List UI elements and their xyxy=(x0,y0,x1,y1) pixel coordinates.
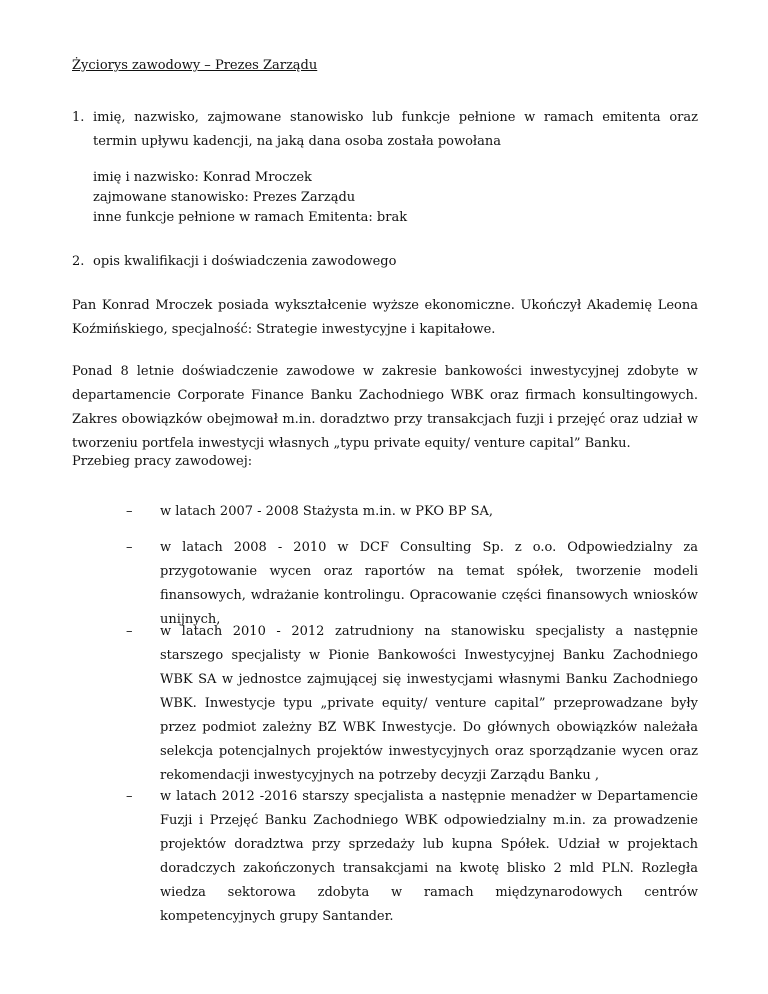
career-heading: Przebieg pracy zawodowej: xyxy=(72,454,253,469)
field-name: imię i nazwisko: Konrad Mroczek xyxy=(93,170,312,185)
section-2-number: 2. xyxy=(72,254,85,269)
career-item: w latach 2007 - 2008 Stażysta m.in. w PKO BP SA, xyxy=(160,504,494,519)
field-position: zajmowane stanowisko: Prezes Zarządu xyxy=(93,190,356,205)
section-2-heading: opis kwalifikacji i doświadczenia zawodowego xyxy=(93,254,397,269)
section-1-number: 1. xyxy=(72,110,85,125)
bullet-dash: – xyxy=(126,789,133,804)
career-item: w latach 2012 -2016 starszy specjalista a następnie menadżer w Departamencie Fuzji i Przejęć Banku Zachodniego WBK odpowiedzialny m.in. za prowadzenie projektów doradztwa przy sprzedaży lub kupna Spółek. Udział w projektach doradczych zakończonych transakcjami na kwotę blisko 2 mld PLN. Rozległa wiedza sektorowa zdobyta w ramach międzynarodowych centrów kompetencyjnych grupy Santander. xyxy=(160,789,698,924)
bullet-dash: – xyxy=(126,624,133,639)
field-other-functions: inne funkcje pełnione w ramach Emitenta: brak xyxy=(93,210,408,225)
career-item: w latach 2010 - 2012 zatrudniony na stanowisku specjalisty a następnie starszego specjalisty w Pionie Bankowości Inwestycyjnej Banku Zachodniego WBK SA w jednostce zajmującej się inwestycjami własnymi Banku Zachodniego WBK. Inwestycje typu „private equity/ venture capital” przeprowadzane były przez podmiot zależny BZ WBK Inwestycje. Do głównych obowiązków należała selekcja potencjalnych projektów inwestycyjnych oraz sporządzanie wycen oraz rekomendacji inwestycyjnych na potrzeby decyzji Zarządu Banku , xyxy=(160,624,698,783)
paragraph-experience: Ponad 8 letnie doświadczenie zawodowe w zakresie bankowości inwestycyjnej zdobyte w departamencie Corporate Finance Banku Zachodniego WBK oraz firmach konsultingowych. Zakres obowiązków obejmował m.in. doradztwo przy transakcjach fuzji i przejęć oraz udział w tworzeniu portfela inwestycji własnych „typu private equity/ venture capital” Banku. xyxy=(72,364,698,451)
bullet-dash: – xyxy=(126,504,133,519)
document-title: Życiorys zawodowy – Prezes Zarządu xyxy=(72,58,318,73)
paragraph-education: Pan Konrad Mroczek posiada wykształcenie wyższe ekonomiczne. Ukończył Akademię Leona Koźmińskiego, specjalność: Strategie inwestycyjne i kapitałowe. xyxy=(72,298,698,337)
section-1-heading: imię, nazwisko, zajmowane stanowisko lub funkcje pełnione w ramach emitenta oraz termin upływu kadencji, na jaką dana osoba została powołana xyxy=(93,110,698,149)
bullet-dash: – xyxy=(126,540,133,555)
career-item: w latach 2008 - 2010 w DCF Consulting Sp. z o.o. Odpowiedzialny za przygotowanie wycen oraz raportów na temat spółek, tworzenie modeli finansowych, wdrażanie kontrolingu. Opracowanie części finansowych wniosków unijnych, xyxy=(160,540,698,627)
